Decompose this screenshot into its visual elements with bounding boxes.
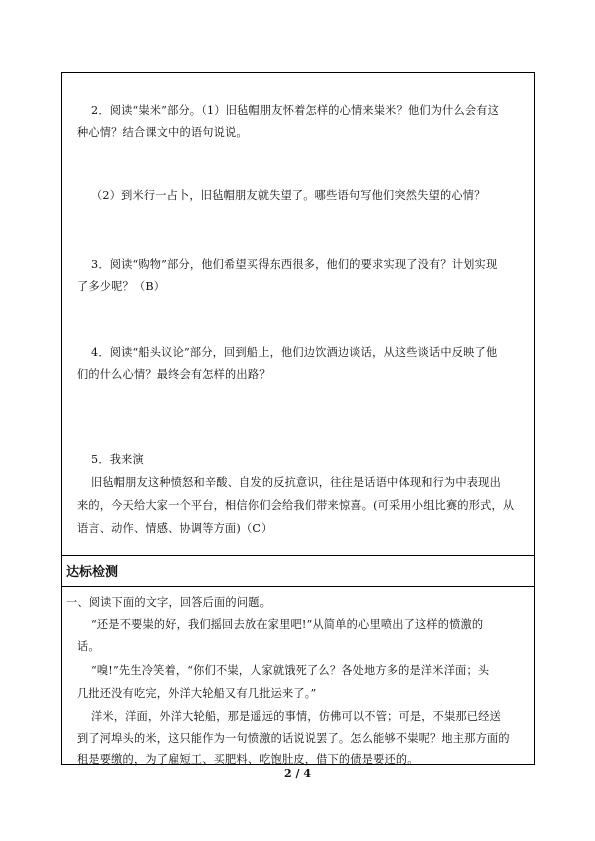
passage-p3-line-1: 洋米，洋面，外洋大轮船，那是遥远的事情，仿佛可以不管；可是，不粜那已经送 bbox=[91, 710, 501, 723]
worksheet-table bbox=[61, 72, 535, 765]
question-5-line-3: 语言、动作、情感、协调等方面)（C） bbox=[77, 522, 273, 535]
passage-p2-line-1: “嗅!”先生冷笑着，“你们不粜，人家就饿死了么？各处地方多的是洋米洋面；头 bbox=[91, 664, 490, 677]
passage-p3-line-2: 到了河埠头的米，这只能作为一句愤激的话说说罢了。怎么能够不粜呢？地主那方面的 bbox=[77, 732, 510, 745]
passage-p3-line-3: 租是要缴的，为了雇短工、买肥料、吃饱肚皮，借下的债是要还的。 bbox=[77, 753, 419, 766]
question-4-line-1: 4．阅读“船头议论”部分，回到船上，他们边饮酒边谈话，从这些谈话中反映了他 bbox=[91, 346, 498, 359]
question-5-line-2: 来的，今天给大家一个平台，相信你们会给我们带来惊喜。(可采用小组比赛的形式，从 bbox=[77, 499, 515, 512]
passage-p1-line-1: “还是不要粜的好，我们摇回去放在家里吧!”从简单的心里喷出了这样的愤激的 bbox=[91, 618, 484, 631]
section-divider-bottom bbox=[61, 586, 535, 587]
question-2-line-1: 2．阅读“粜米”部分。（1）旧毡帽朋友怀着怎样的心情来粜米？他们为什么会有这 bbox=[91, 104, 500, 117]
section-divider-top bbox=[61, 555, 535, 556]
reading-instruction: 一、阅读下面的文字，回答后面的问题。 bbox=[66, 596, 271, 609]
question-2-line-2: 种心情？结合课文中的语句说说。 bbox=[77, 126, 248, 139]
question-5-line-1: 旧毡帽朋友这种愤怒和辛酸、自发的反抗意识，往往是话语中体现和行为中表现出 bbox=[91, 476, 501, 489]
question-2-subquestion: （2）到米行一占卜，旧毡帽朋友就失望了。哪些语句写他们突然失望的心情？ bbox=[91, 189, 486, 202]
section-heading: 达标检测 bbox=[66, 565, 119, 580]
question-4-line-2: 们的什么心情？最终会有怎样的出路？ bbox=[77, 368, 271, 381]
question-3-line-2: 了多少呢？（B） bbox=[77, 280, 166, 293]
passage-p2-line-2: 几批还没有吃完，外洋大轮船又有几批运来了。” bbox=[77, 687, 317, 700]
question-3-line-1: 3．阅读“购物”部分，他们希望买得东西很多，他们的要求实现了没有？计划实现 bbox=[91, 258, 498, 271]
page-number: 2 / 4 bbox=[284, 767, 311, 780]
question-5-title: 5．我来演 bbox=[91, 453, 144, 466]
passage-p1-line-2: 话。 bbox=[77, 640, 100, 653]
